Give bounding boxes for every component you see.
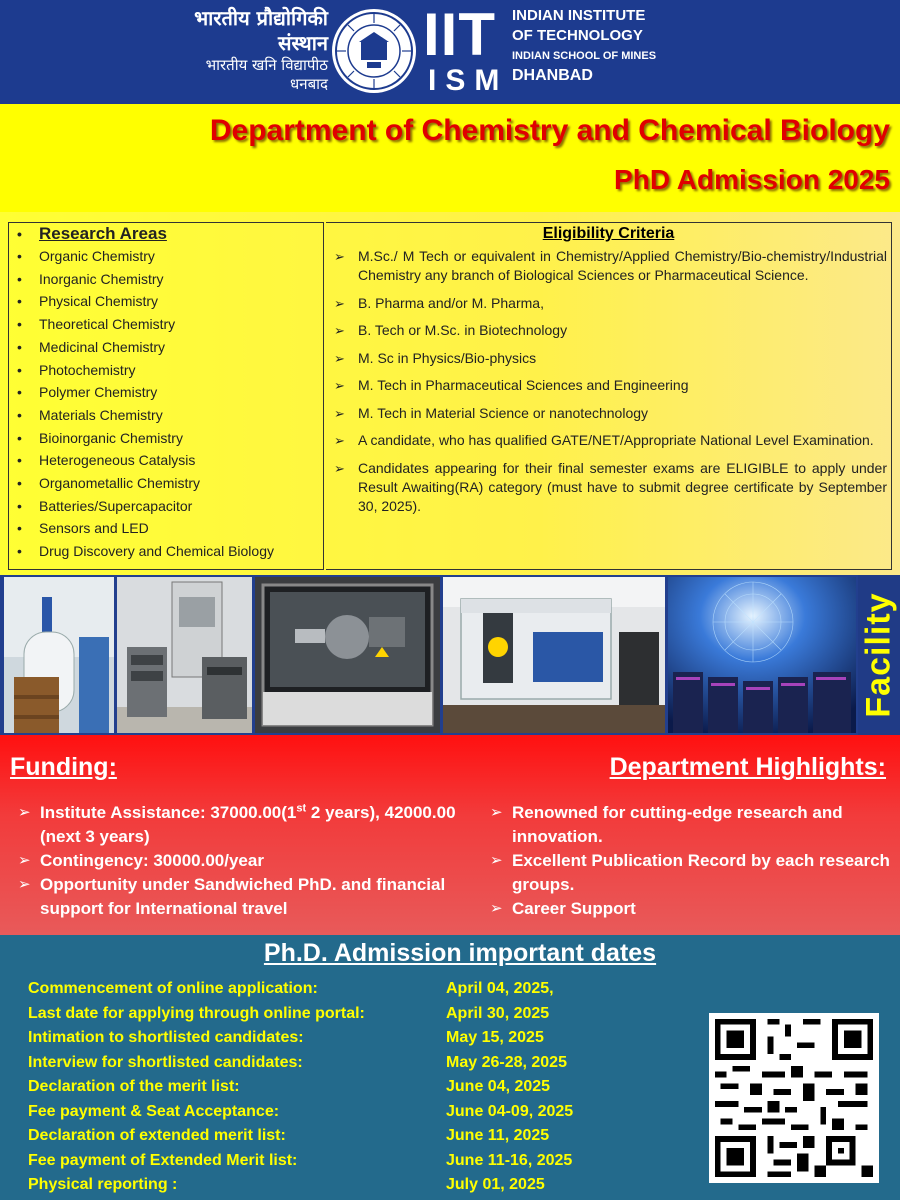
date-row [28, 1173, 573, 1198]
research-item: • Materials Chemistry [17, 404, 323, 427]
funding-item [18, 873, 458, 921]
date-value: May 26-28, 2025 [446, 1053, 567, 1071]
eligibility-heading: Eligibility Criteria [542, 225, 675, 242]
research-item: • Theoretical Chemistry [17, 313, 323, 336]
eligibility-item [334, 404, 887, 423]
research-areas-heading: • Research Areas [17, 223, 323, 245]
date-value: June 04, 2025 [446, 1078, 551, 1095]
arrow-bullet-icon: ➢ [334, 405, 345, 421]
institute-seal-icon [331, 8, 417, 94]
title-band [0, 104, 900, 213]
date-label: Fee payment & Seat Acceptance: [28, 1102, 280, 1120]
arrow-bullet-icon: ➢ [334, 323, 345, 338]
funding-text: Contingency: 30000.00/year [40, 851, 264, 870]
date-label: Commencement of online application: [28, 980, 318, 997]
funding-list [18, 801, 458, 921]
funding-sup: st [296, 802, 307, 815]
hindi-institute-name [194, 6, 328, 94]
funding-text-b: 2 years), 42000.00 (next 3 years) [40, 803, 456, 846]
research-item: • Organometallic Chemistry [17, 472, 323, 495]
logo-iit: IIT [423, 1, 496, 68]
highlight-text: Renowned for cutting-edge research and innovation. [512, 803, 843, 846]
eligibility-text: A candidate, who has qualified GATE/NET/Appropriate National Level Examination. [358, 432, 874, 448]
date-row [28, 1100, 573, 1125]
eligibility-item [334, 294, 887, 313]
hindi-line-3: भारतीय खनि विद्यापीठ [205, 56, 328, 74]
eligibility-item [334, 376, 887, 395]
research-item: • Medicinal Chemistry [17, 336, 323, 359]
date-label: Intimation to shortlisted candidates: [28, 1029, 304, 1046]
research-item: • Sensors and LED [17, 517, 323, 540]
header-banner [0, 0, 900, 104]
english-line-1: INDIAN INSTITUTE [512, 7, 646, 24]
english-line-3: INDIAN SCHOOL OF MINES [512, 49, 657, 62]
date-label: Physical reporting : [28, 1176, 178, 1193]
funding-item [18, 849, 458, 873]
highlight-item [490, 849, 890, 897]
eligibility-item [334, 431, 887, 450]
arrow-bullet-icon: ➢ [334, 433, 345, 448]
highlight-text: Career Support [512, 899, 636, 918]
date-row [28, 1051, 573, 1076]
date-label: Declaration of extended merit list: [28, 1127, 286, 1144]
research-item: • Batteries/Supercapacitor [17, 495, 323, 518]
date-value: June 04-09, 2025 [446, 1102, 574, 1120]
arrow-bullet-icon: ➢ [334, 378, 345, 393]
eligibility-text: Candidates appearing for their final semester exams are ELIGIBLE to apply under Result Awaiting(RA) category (must have to submit degree certificate by September 30, 2025). [358, 459, 887, 514]
date-label: Declaration of the merit list: [28, 1078, 240, 1095]
eligibility-text: M. Sc in Physics/Bio-physics [358, 349, 537, 366]
eligibility-text: B. Tech or M.Sc. in Biotechnology [358, 322, 568, 338]
highlight-item [490, 897, 890, 921]
english-line-2: OF TECHNOLOGY [512, 27, 643, 45]
computing-cluster-photo [668, 577, 856, 733]
eligibility-text: B. Pharma and/or M. Pharma, [358, 294, 544, 311]
content-band [0, 212, 900, 575]
date-value: June 11, 2025 [446, 1127, 550, 1144]
research-item: • Bioinorganic Chemistry [17, 427, 323, 450]
eligibility-item [334, 321, 887, 340]
facility-label-text: Facility [859, 592, 898, 718]
hindi-line-1: भारतीय प्रौद्योगिकी [194, 6, 328, 30]
arrow-bullet-icon: ➢ [490, 804, 503, 821]
mass-spectrometer-photo [117, 577, 252, 733]
date-row [28, 1149, 573, 1174]
date-row [28, 1002, 573, 1027]
highlights-list [490, 801, 890, 921]
hindi-line-4: धनबाद [290, 74, 328, 93]
highlights-heading: Department Highlights: [609, 753, 886, 781]
qr-code-icon[interactable] [709, 1013, 879, 1183]
dates-table [28, 977, 573, 1198]
facility-label [858, 575, 900, 735]
funding-text: Opportunity under Sandwiched PhD. and financial support for International travel [40, 875, 446, 918]
date-row [28, 1124, 573, 1149]
funding-heading: Funding: [10, 753, 117, 781]
funding-text-a: Institute Assistance: 37000.00(1 [40, 803, 297, 822]
dates-heading: Ph.D. Admission important dates [263, 939, 657, 967]
date-value: April 30, 2025 [446, 1004, 550, 1022]
date-label: Fee payment of Extended Merit list: [28, 1151, 298, 1169]
date-value: July 01, 2025 [446, 1176, 545, 1193]
arrow-bullet-icon: ➢ [18, 804, 31, 821]
eligibility-item [334, 459, 887, 516]
date-label: Interview for shortlisted candidates: [28, 1053, 303, 1071]
english-institute-name [512, 6, 656, 87]
date-value: June 11-16, 2025 [446, 1151, 573, 1169]
department-title: Department of Chemistry and Chemical Biology [209, 114, 890, 147]
research-item: • Photochemistry [17, 359, 323, 382]
x-ray-diffractometer-photo [255, 577, 440, 733]
arrow-bullet-icon: ➢ [334, 295, 345, 311]
eligibility-text: M.Sc./ M Tech or equivalent in Chemistry/Applied Chemistry/Bio-chemistry/Industrial Chemistry any branch of Biological Sciences or Pharmaceutical Science. [358, 248, 887, 283]
admission-title: PhD Admission 2025 [614, 164, 890, 195]
date-label: Last date for applying through online portal: [28, 1004, 365, 1022]
research-item: • Drug Discovery and Chemical Biology [17, 540, 323, 563]
research-item: • Organic Chemistry [17, 245, 323, 268]
date-value: April 04, 2025, [446, 980, 554, 997]
funding-highlights-band [0, 735, 900, 935]
nmr-spectrometer-photo [4, 577, 114, 733]
date-value: May 15, 2025 [446, 1029, 544, 1046]
eligibility-box [326, 222, 892, 570]
arrow-bullet-icon: ➢ [490, 900, 503, 917]
date-row [28, 977, 573, 1002]
date-row [28, 1026, 573, 1051]
research-areas-box [8, 222, 324, 570]
hindi-line-2: संस्थान [278, 31, 328, 55]
highlight-text: Excellent Publication Record by each research groups. [512, 851, 890, 894]
raman-spectrometer-photo [443, 577, 665, 733]
arrow-bullet-icon: ➢ [490, 852, 503, 869]
research-item: • Polymer Chemistry [17, 381, 323, 404]
logo-ism: ISM [428, 64, 509, 97]
important-dates-band [0, 935, 900, 1200]
english-line-4: DHANBAD [512, 67, 593, 85]
arrow-bullet-icon: ➢ [334, 350, 345, 366]
facility-strip [0, 575, 900, 735]
eligibility-item [334, 247, 887, 285]
date-row [28, 1075, 573, 1100]
eligibility-text: M. Tech in Pharmaceutical Sciences and Engineering [358, 377, 689, 393]
research-item: • Physical Chemistry [17, 290, 323, 313]
highlight-item [490, 801, 890, 849]
research-item: • Inorganic Chemistry [17, 268, 323, 291]
arrow-bullet-icon: ➢ [18, 876, 31, 893]
eligibility-text: M. Tech in Material Science or nanotechnology [358, 404, 649, 421]
funding-item [18, 801, 458, 849]
arrow-bullet-icon: ➢ [334, 460, 345, 476]
eligibility-item [334, 349, 887, 368]
arrow-bullet-icon: ➢ [18, 852, 31, 869]
research-item: • Heterogeneous Catalysis [17, 449, 323, 472]
arrow-bullet-icon: ➢ [334, 249, 345, 264]
